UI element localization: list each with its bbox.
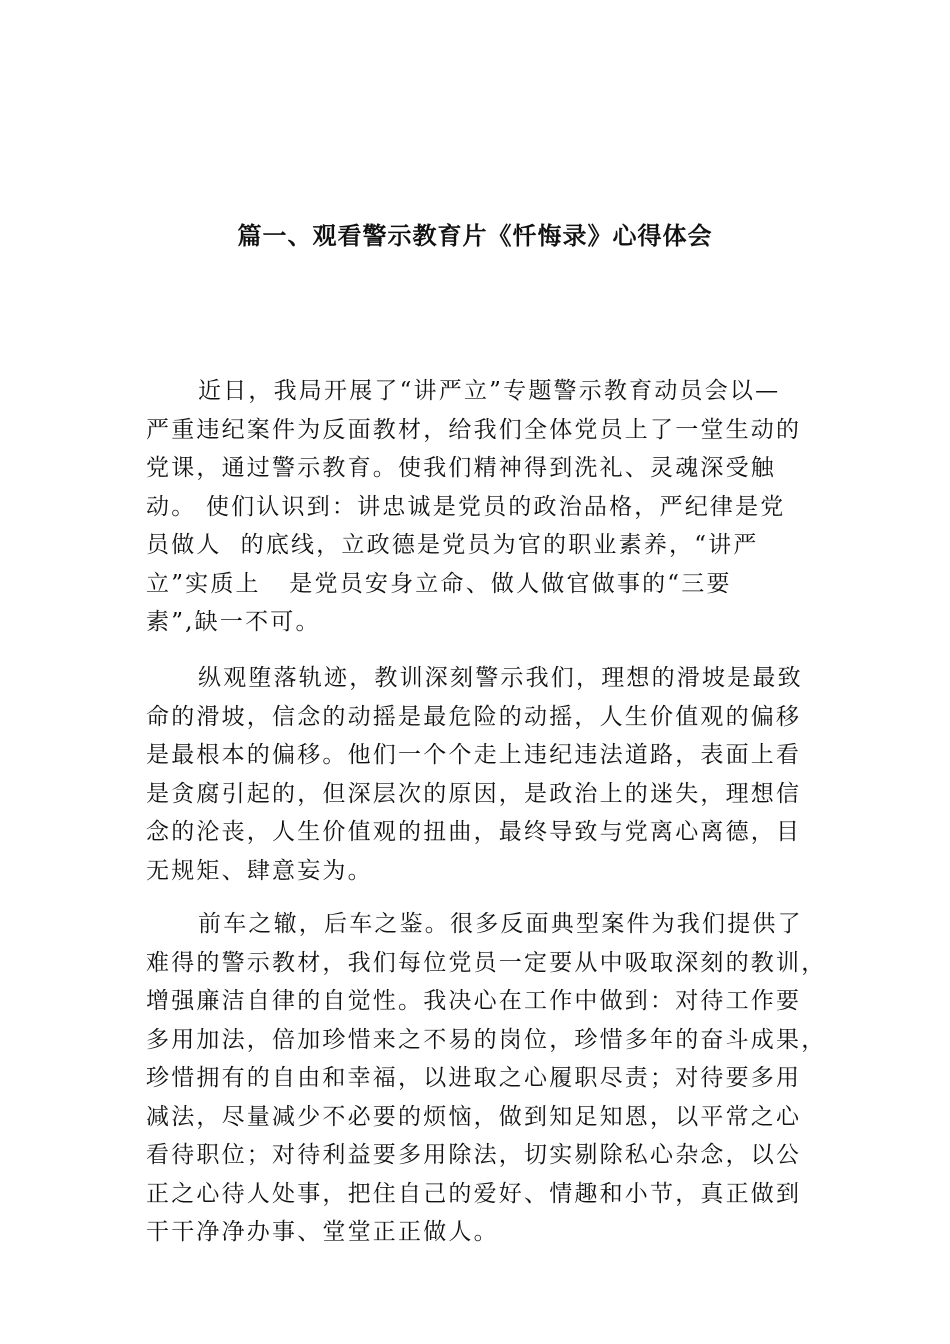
paragraph-line: 多用加法，倍加珍惜来之不易的岗位，珍惜多年的奋斗成果， — [146, 1026, 827, 1053]
paragraph-line: 前车之辙，后车之鉴。很多反面典型案件为我们提供了 — [198, 911, 803, 937]
paragraph-line: 念的沦丧，人生价值观的扭曲，最终导致与党离心离德，目 — [146, 819, 802, 845]
paragraph-line: 珍惜拥有的自由和幸福，以进取之心履职尽责；对待要多用 — [146, 1065, 802, 1091]
paragraph-line: 是贪腐引起的，但深层次的原因，是政治上的迷失，理想信 — [146, 780, 802, 807]
paragraph-line: 动。 使们认识到：讲忠诚是党员的政治品格，严纪律是党 — [146, 493, 786, 520]
paragraph-line: 难得的警示教材，我们每位党员一定要从中吸取深刻的教训， — [146, 949, 827, 976]
paragraph-line: 严重违纪案件为反面教材，给我们全体党员上了一堂生动的 — [146, 416, 802, 443]
paragraph-2 — [146, 659, 803, 890]
paragraph-line: 是最根本的偏移。他们一个个走上违纪违法道路，表面上看 — [146, 742, 802, 768]
paragraph-line: 干干净净办事、堂堂正正做人。 — [146, 1219, 499, 1245]
paragraph-line: 减法，尽量减少不必要的烦恼，做到知足知恩，以平常之心 — [146, 1103, 802, 1130]
paragraph-line: 增强廉洁自律的自觉性。我决心在工作中做到：对待工作要 — [146, 988, 802, 1014]
paragraph-line: 立”实质上 是党员安身立命、做人做官做事的“三要 — [146, 570, 732, 597]
paragraph-1 — [146, 372, 801, 642]
document-title: 篇一、观看警示教育片《忏悔录》心得体会 — [237, 222, 713, 250]
paragraph-line: 员做人 的底线，立政德是党员为官的职业素养，“讲严 — [146, 532, 759, 558]
paragraph-line: 看待职位；对待利益要多用除法，切实剔除私心杂念，以公 — [146, 1142, 802, 1168]
paragraph-line: 近日，我局开展了“讲严立”专题警示教育动员会以— — [198, 378, 781, 404]
paragraph-3 — [146, 905, 826, 1252]
paragraph-line: 纵观堕落轨迹，教训深刻警示我们，理想的滑坡是最致 — [198, 665, 803, 691]
paragraph-line: 素”,缺一不可。 — [146, 609, 321, 635]
paragraph-line: 命的滑坡，信念的动摇是最危险的动摇，人生价值观的偏移 — [146, 703, 802, 730]
paragraph-line: 无规矩、肆意妄为。 — [146, 857, 373, 884]
paragraph-line: 正之心待人处事，把住自己的爱好、情趣和小节，真正做到 — [146, 1180, 802, 1207]
paragraph-line: 党课，通过警示教育。使我们精神得到洗礼、灵魂深受触 — [146, 455, 776, 481]
